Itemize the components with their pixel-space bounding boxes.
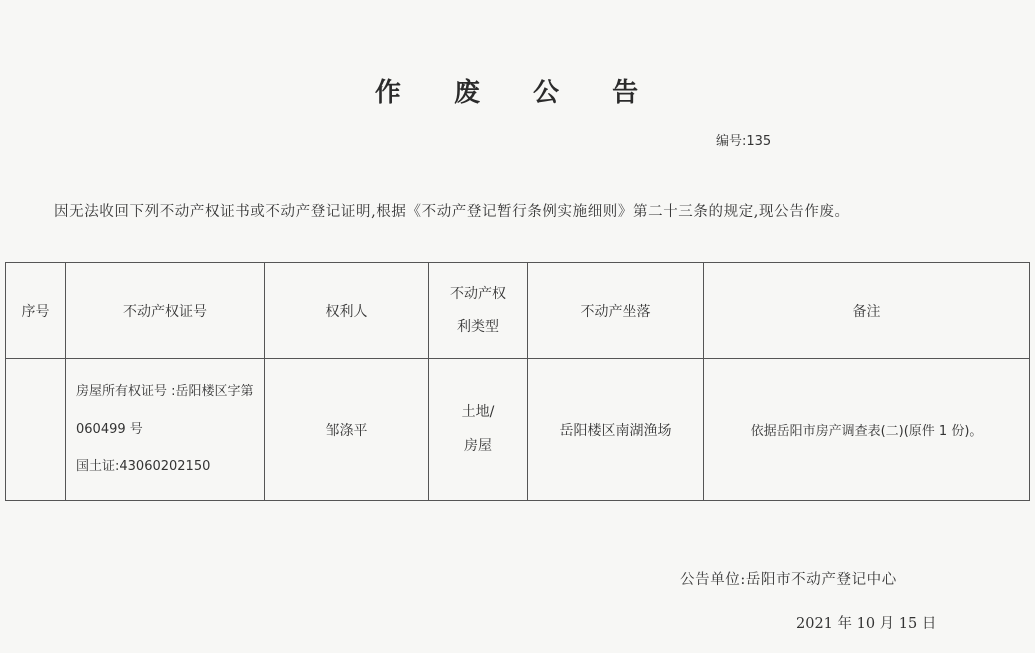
cell-owner: 邹涤平	[265, 359, 429, 501]
header-cert-no: 不动产权证号	[66, 263, 265, 359]
header-seq: 序号	[6, 263, 66, 359]
void-certificate-table	[5, 262, 1030, 501]
table-row	[6, 359, 1030, 501]
cell-seq	[6, 359, 66, 501]
header-right-type	[429, 263, 528, 359]
header-right-type-line1: 不动产权	[450, 286, 506, 303]
cell-location: 岳阳楼区南湖渔场	[528, 359, 704, 501]
notice-number-label: 编号:	[716, 134, 747, 149]
issue-date: 2021 年 10 月 15 日	[796, 616, 937, 632]
cell-cert-line2: 060499 号	[76, 421, 143, 437]
notice-number-value: 135	[746, 134, 772, 149]
cell-right-type-line1: 土地/	[461, 403, 495, 420]
header-remark: 备注	[704, 263, 1030, 359]
cell-remark: 依据岳阳市房产调查表(二)(原件 1 份)。	[704, 359, 1030, 501]
intro-paragraph: 因无法收回下列不动产权证书或不动产登记证明,根据《不动产登记暂行条例实施细则》第二十三条的规定,现公告作废。	[54, 204, 850, 220]
cell-cert-line1: 房屋所有权证号 :岳阳楼区字第	[76, 383, 254, 399]
header-location: 不动产坐落	[528, 263, 704, 359]
notice-number	[716, 130, 771, 149]
table-header-row	[6, 263, 1030, 359]
cell-right-type	[429, 359, 528, 501]
header-owner: 权利人	[265, 263, 429, 359]
cell-cert-no	[66, 359, 265, 501]
cell-right-type-line2: 房屋	[464, 437, 492, 454]
page-title: 作 废 公 告	[374, 78, 661, 108]
header-right-type-line2: 利类型	[457, 318, 499, 335]
cell-cert-line3: 国土证:43060202150	[76, 459, 211, 475]
issuer-line: 公告单位:岳阳市不动产登记中心	[680, 572, 897, 588]
